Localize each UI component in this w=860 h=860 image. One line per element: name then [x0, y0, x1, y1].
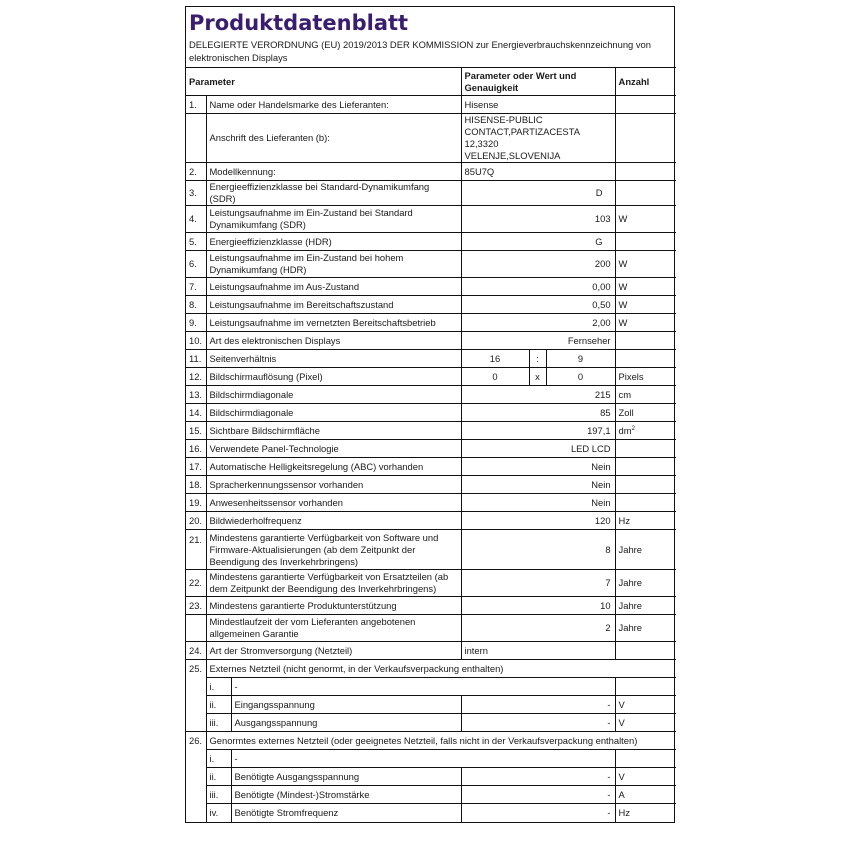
row-number: 7.: [186, 278, 206, 296]
row-unit: [615, 422, 676, 440]
indent-cell: [186, 678, 206, 696]
row-number: 12.: [186, 368, 206, 386]
sub-label: Eingangsspannung: [231, 696, 461, 714]
sub-row: [186, 786, 676, 804]
table-row: [186, 114, 676, 163]
row-unit: Jahre: [615, 530, 676, 570]
aspect-separator: :: [529, 350, 546, 368]
row-label: Mindestens garantierte Verfügbarkeit von Ersatzteilen (ab dem Zeitpunkt der Beendigung des Inverkehrbringens): [206, 570, 461, 597]
row-label: Energieeffizienzklasse (HDR): [206, 233, 461, 251]
row-label: Spracherkennungssensor vorhanden: [206, 476, 461, 494]
table-row: [186, 440, 676, 458]
row-number: 24.: [186, 642, 206, 660]
sub-number: iii.: [206, 714, 231, 732]
sub-number: i.: [206, 750, 231, 768]
row-number: 13.: [186, 386, 206, 404]
regulation-subtitle: DELEGIERTE VERORDNUNG (EU) 2019/2013 DER KOMMISSION zur Energieverbrauchskennzeichnung von elektronischen Displays: [189, 39, 651, 63]
sub-label: -: [231, 750, 615, 768]
row-label: Anwesenheitssensor vorhanden: [206, 494, 461, 512]
row-value: 7: [461, 570, 615, 597]
row-number: 26.: [186, 732, 206, 750]
row-number: 20.: [186, 512, 206, 530]
table-row: [186, 251, 676, 278]
table-row: [186, 278, 676, 296]
sub-number: iv.: [206, 804, 231, 822]
resolution-separator: x: [529, 368, 546, 386]
row-unit: [615, 163, 676, 181]
row-unit: [615, 181, 676, 206]
sub-row: [186, 714, 676, 732]
row-number: 21.: [186, 530, 206, 570]
row-label: Name oder Handelsmarke des Lieferanten:: [206, 96, 461, 114]
row-value: Nein: [461, 494, 615, 512]
table-row: [186, 368, 676, 386]
sub-label: Benötigte Ausgangsspannung: [231, 768, 461, 786]
row-unit: Jahre: [615, 570, 676, 597]
indent-cell: [186, 750, 206, 768]
sub-unit: [615, 678, 676, 696]
sub-value: -: [461, 804, 615, 822]
table-row: [186, 512, 676, 530]
row-number: 25.: [186, 660, 206, 678]
data-table: [186, 67, 676, 822]
row-value: 120: [461, 512, 615, 530]
unit-text: dm: [618, 424, 632, 436]
table-row: [186, 494, 676, 512]
row-label: Art der Stromversorgung (Netzteil): [206, 642, 461, 660]
sub-row: [186, 678, 676, 696]
row-label: Automatische Helligkeitsregelung (ABC) vorhanden: [206, 458, 461, 476]
table-row: [186, 296, 676, 314]
sub-label: Benötigte Stromfrequenz: [231, 804, 461, 822]
indent-cell: [186, 696, 206, 714]
row-value: 2,00: [461, 314, 615, 332]
row-value: 215: [461, 386, 615, 404]
table-row: [186, 642, 676, 660]
row-number: [186, 114, 206, 163]
indent-cell: [186, 714, 206, 732]
row-number: [186, 615, 206, 642]
table-row: [186, 597, 676, 615]
row-number: 19.: [186, 494, 206, 512]
row-label: Energieeffizienzklasse bei Standard-Dynamikumfang (SDR): [206, 181, 461, 206]
row-number: 23.: [186, 597, 206, 615]
section-25-header: [186, 660, 676, 678]
table-row: [186, 404, 676, 422]
row-label: Bildschirmdiagonale: [206, 404, 461, 422]
header-unit: Anzahl: [615, 68, 676, 96]
row-value: 200: [461, 251, 615, 278]
table-row: [186, 181, 676, 206]
sub-number: ii.: [206, 696, 231, 714]
row-unit: Pixels: [615, 368, 676, 386]
row-unit: Jahre: [615, 615, 676, 642]
table-row: [186, 233, 676, 251]
sub-unit: V: [615, 714, 676, 732]
row-number: 22.: [186, 570, 206, 597]
row-number: 10.: [186, 332, 206, 350]
row-unit: W: [615, 251, 676, 278]
row-unit: Jahre: [615, 597, 676, 615]
sub-number: ii.: [206, 768, 231, 786]
section-26-header: [186, 732, 676, 750]
sub-row: [186, 768, 676, 786]
row-unit: [615, 494, 676, 512]
table-row: [186, 314, 676, 332]
row-label: Leistungsaufnahme im Aus-Zustand: [206, 278, 461, 296]
row-unit: [615, 233, 676, 251]
row-value: D: [461, 181, 615, 206]
indent-cell: [186, 768, 206, 786]
row-unit: Zoll: [615, 404, 676, 422]
table-row: [186, 96, 676, 114]
row-value: 103: [461, 206, 615, 233]
row-value: 0,50: [461, 296, 615, 314]
row-number: 4.: [186, 206, 206, 233]
row-unit: W: [615, 278, 676, 296]
sub-number: iii.: [206, 786, 231, 804]
sub-label: -: [231, 678, 615, 696]
row-label: Mindestlaufzeit der vom Lieferanten angebotenen allgemeinen Garantie: [206, 615, 461, 642]
row-value: Hisense: [461, 96, 615, 114]
unit-superscript: 2: [631, 425, 635, 432]
row-number: 11.: [186, 350, 206, 368]
row-unit: cm: [615, 386, 676, 404]
row-number: 6.: [186, 251, 206, 278]
row-label: Mindestens garantierte Produktunterstützung: [206, 597, 461, 615]
row-value: Nein: [461, 476, 615, 494]
table-row: [186, 530, 676, 570]
table-row: [186, 570, 676, 597]
table-header-row: [186, 68, 676, 96]
row-value: 2: [461, 615, 615, 642]
row-value: HISENSE-PUBLIC CONTACT,PARTIZACESTA 12,3320 VELENJE,SLOVENIJA: [461, 114, 615, 163]
table-row: [186, 615, 676, 642]
row-unit: W: [615, 314, 676, 332]
row-unit: [615, 458, 676, 476]
row-number: 5.: [186, 233, 206, 251]
row-unit: [615, 114, 676, 163]
row-number: 18.: [186, 476, 206, 494]
row-label: Bildwiederholfrequenz: [206, 512, 461, 530]
row-value: 8: [461, 530, 615, 570]
sub-unit: Hz: [615, 804, 676, 822]
row-unit: Hz: [615, 512, 676, 530]
row-value: 0,00: [461, 278, 615, 296]
sub-number: i.: [206, 678, 231, 696]
row-label: Leistungsaufnahme im Ein-Zustand bei hohem Dynamikumfang (HDR): [206, 251, 461, 278]
table-row: [186, 163, 676, 181]
header-parameter: Parameter: [186, 68, 461, 96]
table-row: [186, 332, 676, 350]
row-value: LED LCD: [461, 440, 615, 458]
row-value: 85U7Q: [461, 163, 615, 181]
sub-label: Benötigte (Mindest-)Stromstärke: [231, 786, 461, 804]
row-number: 15.: [186, 422, 206, 440]
row-label: Bildschirmauflösung (Pixel): [206, 368, 461, 386]
row-number: 9.: [186, 314, 206, 332]
row-label: Sichtbare Bildschirmfläche: [206, 422, 461, 440]
row-label: Art des elektronischen Displays: [206, 332, 461, 350]
row-value: 85: [461, 404, 615, 422]
row-value: G: [461, 233, 615, 251]
row-value: 10: [461, 597, 615, 615]
row-label: Anschrift des Lieferanten (b):: [206, 114, 461, 163]
row-number: 2.: [186, 163, 206, 181]
table-row: [186, 206, 676, 233]
row-label: Leistungsaufnahme im Ein-Zustand bei Standard Dynamikumfang (SDR): [206, 206, 461, 233]
table-row: [186, 350, 676, 368]
sub-label: Ausgangsspannung: [231, 714, 461, 732]
sub-value: -: [461, 696, 615, 714]
row-label: Leistungsaufnahme im Bereitschaftszustand: [206, 296, 461, 314]
table-row: [186, 422, 676, 440]
section-label: Genormtes externes Netzteil (oder geeignetes Netzteil, falls nicht in der Verkaufsverpackung enthalten): [206, 732, 676, 750]
sub-value: -: [461, 768, 615, 786]
row-unit: [615, 96, 676, 114]
row-unit: [615, 350, 676, 368]
page-title: Produktdatenblatt: [189, 11, 409, 35]
row-unit: [615, 476, 676, 494]
aspect-height: 9: [546, 350, 615, 368]
row-number: 1.: [186, 96, 206, 114]
resolution-width: 0: [461, 368, 529, 386]
row-number: 14.: [186, 404, 206, 422]
row-number: 17.: [186, 458, 206, 476]
indent-cell: [186, 804, 206, 822]
table-row: [186, 386, 676, 404]
sub-unit: V: [615, 696, 676, 714]
row-label: Mindestens garantierte Verfügbarkeit von Software und Firmware-Aktualisierungen (ab dem Zeitpunkt der Beendigung des Inverkehrbringens): [206, 530, 461, 570]
row-unit: W: [615, 206, 676, 233]
product-data-sheet: [185, 6, 675, 823]
sub-unit: [615, 750, 676, 768]
table-row: [186, 458, 676, 476]
table-row: [186, 476, 676, 494]
sub-value: -: [461, 714, 615, 732]
row-unit: [615, 440, 676, 458]
row-unit: W: [615, 296, 676, 314]
row-value: Nein: [461, 458, 615, 476]
section-label: Externes Netzteil (nicht genormt, in der Verkaufsverpackung enthalten): [206, 660, 676, 678]
row-unit: [615, 332, 676, 350]
header-value: Parameter oder Wert und Genauigkeit: [461, 68, 615, 96]
sub-value: -: [461, 786, 615, 804]
sub-row: [186, 696, 676, 714]
aspect-width: 16: [461, 350, 529, 368]
row-value: Fernseher: [461, 332, 615, 350]
row-label: Leistungsaufnahme im vernetzten Bereitschaftsbetrieb: [206, 314, 461, 332]
row-label: Bildschirmdiagonale: [206, 386, 461, 404]
row-label: Seitenverhältnis: [206, 350, 461, 368]
row-number: 16.: [186, 440, 206, 458]
indent-cell: [186, 786, 206, 804]
row-number: 8.: [186, 296, 206, 314]
row-number: 3.: [186, 181, 206, 206]
sub-unit: A: [615, 786, 676, 804]
row-label: Verwendete Panel-Technologie: [206, 440, 461, 458]
resolution-height: 0: [546, 368, 615, 386]
row-label: Modellkennung:: [206, 163, 461, 181]
row-value: intern: [461, 642, 615, 660]
sub-unit: V: [615, 768, 676, 786]
sub-row: [186, 804, 676, 822]
row-unit: [615, 642, 676, 660]
row-value: 197,1: [461, 422, 615, 440]
sub-row: [186, 750, 676, 768]
